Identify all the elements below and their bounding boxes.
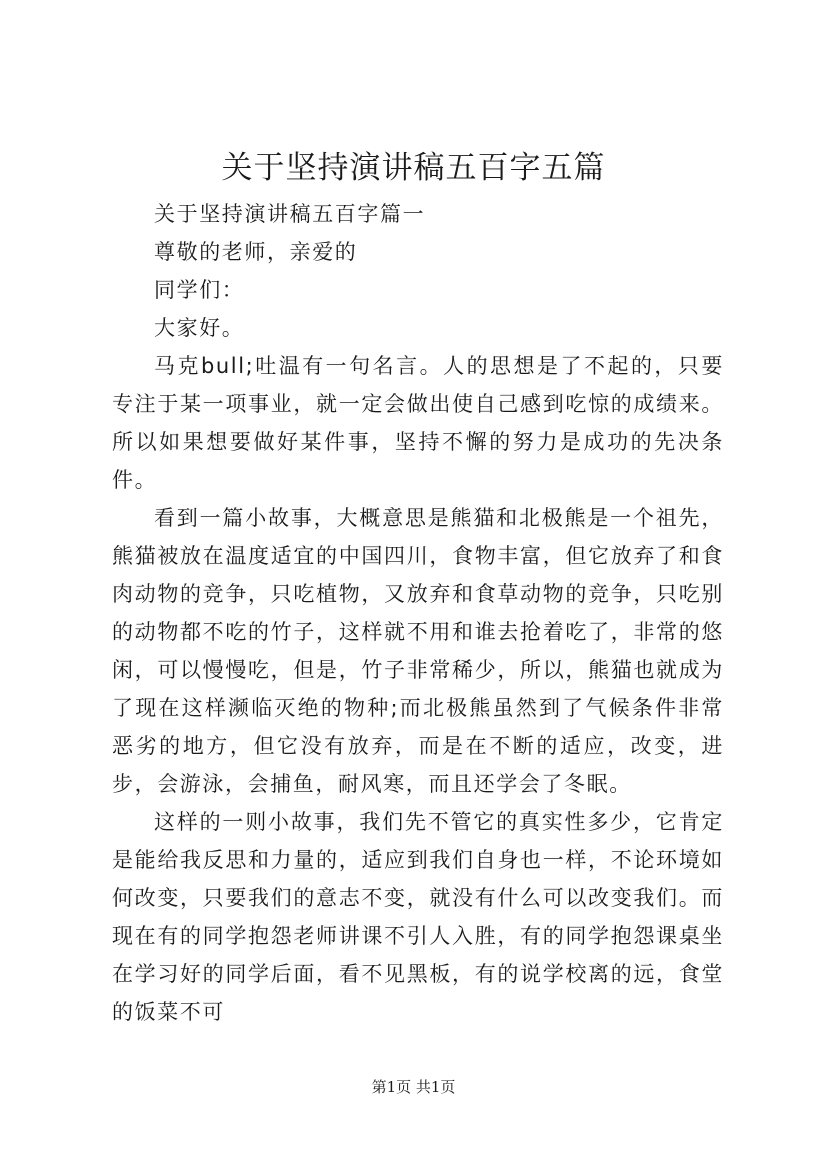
document-title: 关于坚持演讲稿五百字五篇: [221, 150, 606, 186]
paragraph-greeting: 大家好。: [154, 316, 245, 340]
page-footer: 第1页 共1页: [371, 1078, 456, 1096]
paragraph-body: 看到一篇小故事，大概意思是熊猫和北极熊是一个祖先，熊猫被放在温度适宜的中国四川，食物丰富，但它放弃了和食肉动物的竞争，只吃植物，又放弃和食草动物的竞争，只吃别的动物都不吃的竹子，这样就不用和谁去抢着吃了，非常的悠闲，可以慢慢吃，但是，竹子非常稀少，所以，熊猫也就成为了现在这样濒临灭绝的物种;而北极熊虽然到了气候条件非常恶劣的地方，但它没有放弃，而是在不断的适应，改变，进步，会游泳，会捕鱼，耐风寒，而且还学会了冬眠。: [112, 506, 724, 796]
paragraph-body: 这样的一则小故事，我们先不管它的真实性多少，它肯定是能给我反思和力量的，适应到我们自身也一样，不论环境如何改变，只要我们的意志不变，就没有什么可以改变我们。而现在有的同学抱怨老师讲课不引人入胜，有的同学抱怨课桌坐在学习好的同学后面，看不见黑板，有的说学校离的远，食堂的饭菜不可: [112, 810, 724, 1024]
paragraph-salutation: 尊敬的老师，亲爱的: [154, 240, 358, 264]
paragraph-body: 马克bull;吐温有一句名言。人的思想是了不起的，只要专注于某一项事业，就一定会做出使自己感到吃惊的成绩来。所以如果想要做好某件事，坚持不懈的努力是成功的先决条件。: [112, 354, 724, 492]
document-body: [112, 195, 724, 1031]
paragraph-heading: 关于坚持演讲稿五百字篇一: [154, 202, 426, 226]
paragraph-salutation-cont: 同学们：: [154, 278, 245, 302]
